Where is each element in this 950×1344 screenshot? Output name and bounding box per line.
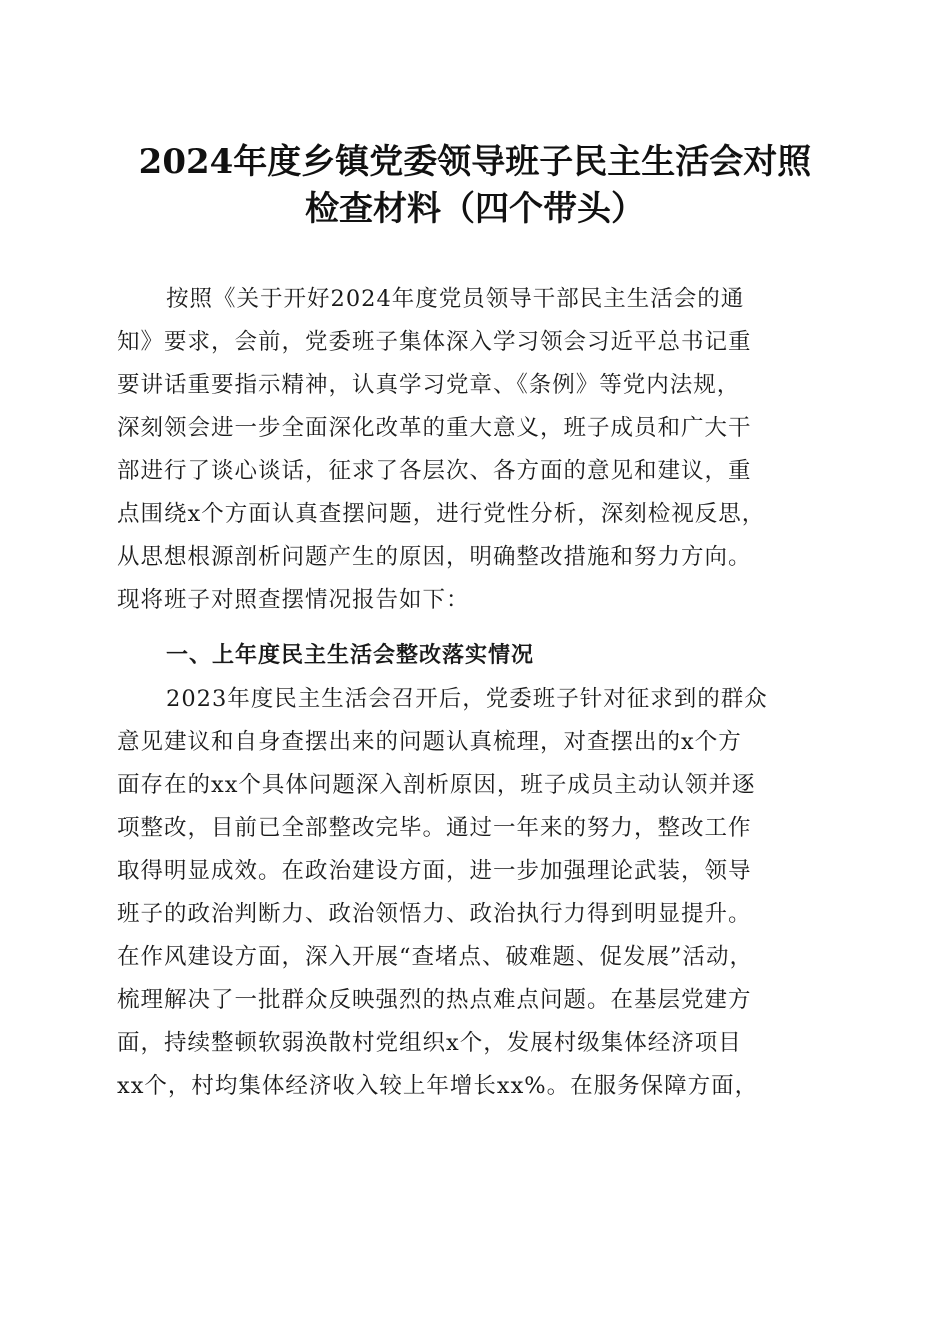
document-title-line-2: 检查材料（四个带头）	[305, 189, 645, 229]
paragraph-line: 现将班子对照查摆情况报告如下：	[117, 587, 470, 613]
paragraph-line: 在作风建设方面，深入开展“查堵点、破难题、促发展”活动，	[117, 944, 754, 970]
paragraph-line: 2023年度民主生活会召开后，党委班子针对征求到的群众	[166, 686, 768, 712]
paragraph-line: 点围绕x个方面认真查摆问题，进行党性分析，深刻检视反思，	[117, 501, 766, 527]
paragraph-line: 从思想根源剖析问题产生的原因，明确整改措施和努力方向。	[117, 544, 752, 570]
section-heading: 一、上年度民主生活会整改落实情况	[166, 643, 535, 668]
paragraph-line: 要讲话重要指示精神，认真学习党章、《条例》等党内法规，	[117, 372, 741, 398]
paragraph-line: 意见建议和自身查摆出来的问题认真梳理，对查摆出的x个方	[117, 729, 742, 755]
paragraph-line: 面存在的xx个具体问题深入剖析原因，班子成员主动认领并逐	[117, 772, 756, 798]
paragraph-line: 按照《关于开好2024年度党员领导干部民主生活会的通	[166, 286, 745, 312]
paragraph-line: xx个，村均集体经济收入较上年增长xx%。在服务保障方面，	[117, 1073, 759, 1099]
paragraph-line: 面，持续整顿软弱涣散村党组织x个，发展村级集体经济项目	[117, 1030, 742, 1056]
document-title-line-1: 2024年度乡镇党委领导班子民主生活会对照	[138, 142, 812, 182]
paragraph-line: 班子的政治判断力、政治领悟力、政治执行力得到明显提升。	[117, 901, 752, 927]
paragraph-line: 取得明显成效。在政治建设方面，进一步加强理论武装，领导	[117, 858, 752, 884]
paragraph-line: 深刻领会进一步全面深化改革的重大意义，班子成员和广大干	[117, 415, 752, 441]
paragraph-line: 梳理解决了一批群众反映强烈的热点难点问题。在基层党建方	[117, 987, 752, 1013]
paragraph-line: 项整改，目前已全部整改完毕。通过一年来的努力，整改工作	[117, 815, 752, 841]
paragraph-line: 部进行了谈心谈话，征求了各层次、各方面的意见和建议，重	[117, 458, 752, 484]
paragraph-line: 知》要求，会前，党委班子集体深入学习领会习近平总书记重	[117, 329, 752, 355]
